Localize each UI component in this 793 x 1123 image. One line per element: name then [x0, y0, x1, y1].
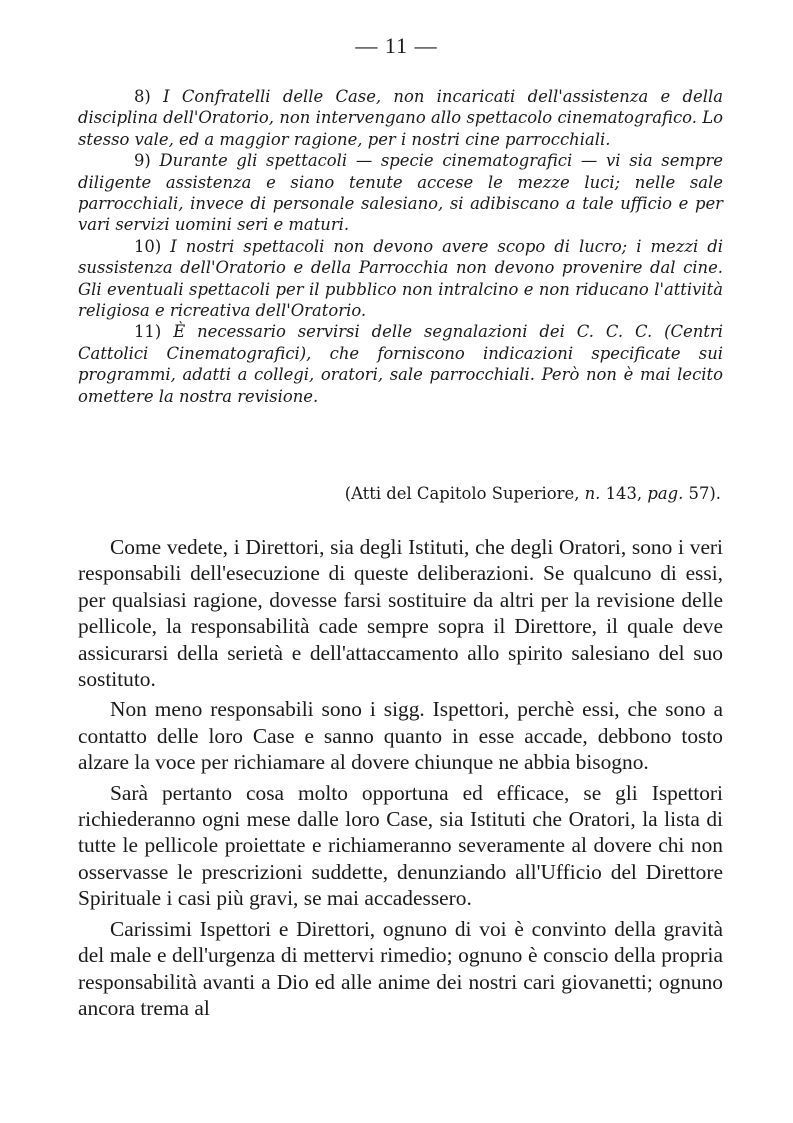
- item-number: 11): [134, 322, 162, 342]
- deliberation-item-10: [78, 236, 723, 322]
- body-paragraph: Non meno responsabili sono i sigg. Ispettori, perchè essi, che sono a contatto delle loro Case e sanno quanto in esse accade, debbono tosto alzare la voce per richiamare al dovere chiunque ne abbia bisogno.: [78, 697, 723, 775]
- citation-n-label: n.: [584, 484, 601, 503]
- item-text: Durante gli spettacoli — specie cinematografici — vi sia sempre diligente assistenza e siano tenute accese le mezze luci; nelle sale parrocchiali, invece di personale salesiano, si adibiscano a tale ufficio e per vari servizi uomini seri e maturi.: [78, 151, 723, 235]
- deliberation-item-8: [78, 86, 723, 150]
- item-number: 8): [134, 87, 151, 106]
- body-paragraph: Come vedete, i Direttori, sia degli Istituti, che degli Oratori, sono i veri responsabili dell'esecuzione di queste deliberazioni. Se qualcuno di essi, per qualsiasi ragione, dovesse farsi sostituire da altri per la revisione delle pellicole, la responsabilità cade sempre sopra il Direttore, il quale deve assicurarsi della serietà e dell'attaccamento allo spirito salesiano del suo sostituto.: [78, 535, 723, 692]
- citation-n-value: 143,: [605, 484, 643, 503]
- citation-pag-value: 57).: [688, 484, 721, 503]
- deliberation-item-11: [78, 321, 723, 407]
- item-text: I Confratelli delle Case, non incaricati dell'assistenza e della disciplina dell'Oratorio, non intervengano allo spettacolo cinematografico. Lo stesso vale, ed a maggior ragione, per i nostri cine parrocchiali.: [78, 87, 723, 149]
- item-number: 10): [134, 236, 162, 256]
- deliberation-item-9: [78, 150, 723, 236]
- source-citation: [345, 484, 721, 503]
- body-text: [78, 534, 723, 1021]
- body-paragraph: Sarà pertanto cosa molto opportuna ed efficace, se gli Ispettori richiederanno ogni mese dalle loro Case, sia Istituti che Oratori, la lista di tutte le pellicole proiettate e richiameranno severamente al dovere chi non osservasse le prescrizioni suddette, denunziando all'Ufficio del Direttore Spirituale i casi più gravi, se mai accadessero.: [78, 780, 723, 911]
- item-number: 9): [134, 151, 151, 171]
- item-text: È necessario servirsi delle segnalazioni dei C. C. C. (Centri Cattolici Cinematografici), che forniscono indicazioni specificate sui programmi, adatti a collegi, oratori, sale parrocchiali. Però non è mai lecito omettere la nostra revisione.: [78, 322, 723, 406]
- citation-pag-label: pag.: [647, 484, 684, 503]
- item-text: I nostri spettacoli non devono avere scopo di lucro; i mezzi di sussistenza dell'Oratorio e della Parrocchia non devono provenire dal cine. Gli eventuali spettacoli per il pubblico non intralcino e non riducano l'attività religiosa e ricreativa dell'Oratorio.: [78, 236, 723, 321]
- citation-prefix: (Atti del Capitolo Superiore,: [344, 484, 580, 503]
- page-number: — 11 —: [355, 33, 438, 58]
- body-paragraph: Carissimi Ispettori e Direttori, ognuno di voi è convinto della gravità del male e dell'urgenza di mettervi rimedio; ognuno è conscio della propria responsabilità avanti a Dio ed alle anime dei nostri cari giovanetti; ognuno ancora trema al: [78, 916, 723, 1020]
- quoted-deliberations: [78, 86, 723, 407]
